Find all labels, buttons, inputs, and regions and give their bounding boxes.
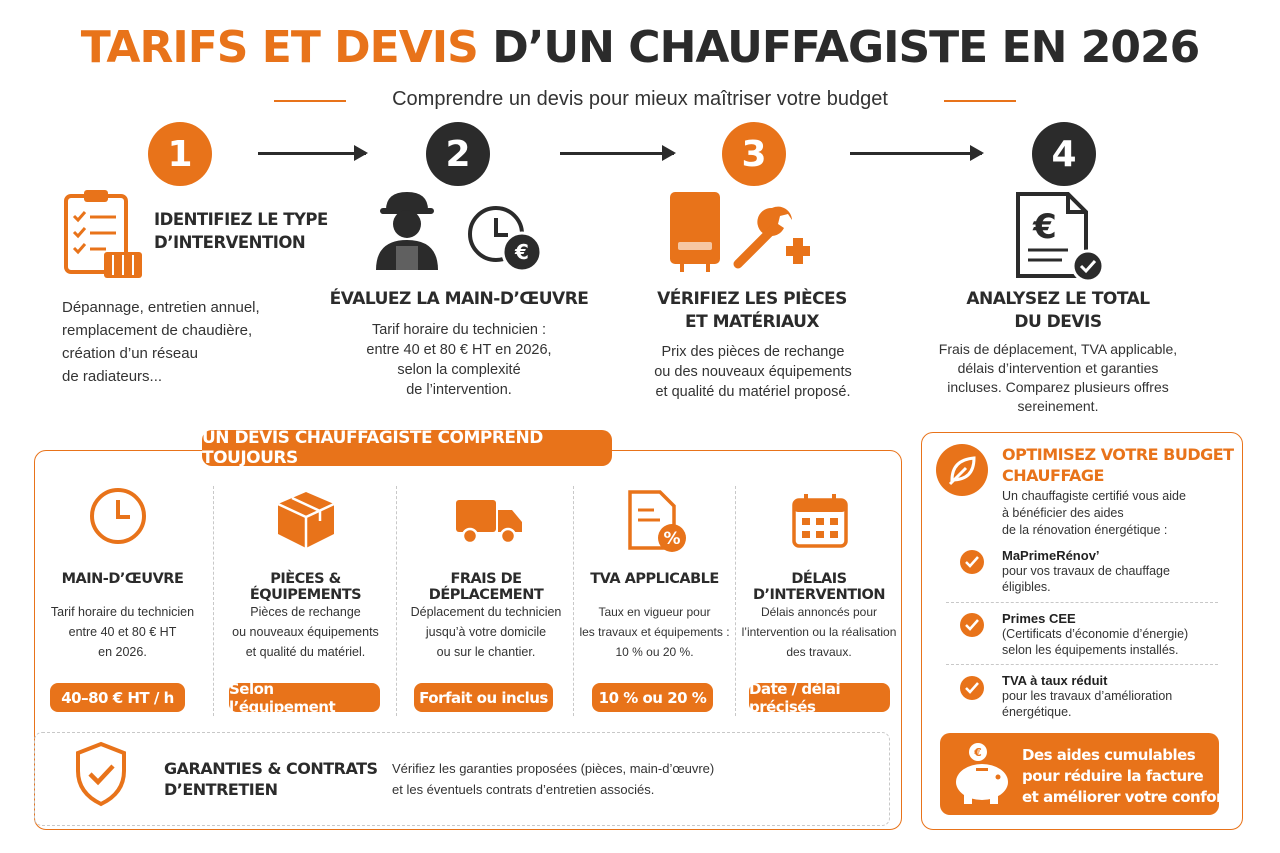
step-2-description: Tarif horaire du technicien : entre 40 et 80 € HT en 2026, selon la complexité de l’intervention. <box>366 322 552 398</box>
step-3-title: VÉRIFIEZ LES PIÈCES ET MATÉRIAUX <box>657 289 847 332</box>
column-divider <box>213 486 214 716</box>
svg-text:€: € <box>1033 207 1057 247</box>
column-desc-pieces: Pièces de rechange ou nouveaux équipements et qualité du matériel. <box>232 605 379 659</box>
document-percent-icon <box>626 490 688 554</box>
boiler-icon <box>668 190 724 274</box>
devis-header: UN DEVIS CHAUFFAGISTE COMPREND TOUJOURS <box>202 430 612 466</box>
aide-primes-cee: Primes CEE (Certificats d’économie d’énergie) selon les équipements installés. <box>1002 611 1189 657</box>
arrow-icon <box>560 152 674 155</box>
column-divider <box>396 486 397 716</box>
badge-tva: 10 % ou 20 % <box>592 683 713 712</box>
svg-text:€: € <box>515 240 529 264</box>
arrow-icon <box>258 152 366 155</box>
aide-tva-reduit: TVA à taux réduit pour les travaux d’amélioration énergétique. <box>1002 673 1173 719</box>
invoice-euro-icon <box>1012 190 1108 284</box>
badge-delais: Date / délai précisés <box>749 683 890 712</box>
step-3-number: 3 <box>722 122 786 186</box>
step-2-title: ÉVALUEZ LA MAIN-D’ŒUVRE <box>329 289 589 309</box>
column-title-delais: DÉLAIS D’INTERVENTION <box>752 571 886 603</box>
svg-text:%: % <box>663 529 681 549</box>
badge-deplacement: Forfait ou inclus <box>414 683 553 712</box>
column-divider <box>735 486 736 716</box>
shield-check-icon <box>72 740 130 808</box>
piggy-bank-icon <box>948 740 1018 806</box>
column-divider <box>573 486 574 716</box>
step-3-description: Prix des pièces de rechange ou des nouveaux équipements et qualité du matériel proposé. <box>654 344 852 400</box>
aide-mapimerenov: MaPrimeRénov’ pour vos travaux de chauffage éligibles. <box>1002 548 1170 594</box>
step-4-number: 4 <box>1032 122 1096 186</box>
aides-cta-text: Des aides cumulables pour réduire la facture et améliorer votre confort. <box>1022 746 1235 806</box>
page-subtitle: Comprendre un devis pour mieux maîtriser votre budget <box>392 88 888 110</box>
column-desc-main-oeuvre: Tarif horaire du technicien entre 40 et 80 € HT en 2026. <box>50 605 195 659</box>
truck-icon <box>454 496 524 546</box>
column-desc-tva: Taux en vigueur pour les travaux et équipements : 10 % ou 20 %. <box>579 605 730 659</box>
box-icon <box>274 488 338 550</box>
step-1-title: IDENTIFIEZ LE TYPE D’INTERVENTION <box>154 210 328 252</box>
aide-divider <box>946 664 1218 665</box>
check-icon <box>960 613 984 637</box>
page-title: TARIFS ET DEVIS D’UN CHAUFFAGISTE EN 2026 <box>80 22 1200 73</box>
leaf-icon <box>936 444 988 496</box>
guarantee-title: GARANTIES & CONTRATS D’ENTRETIEN <box>164 759 378 799</box>
wrench-pipe-icon <box>728 200 812 276</box>
clock-euro-icon <box>466 202 546 274</box>
step-4-title: ANALYSEZ LE TOTAL DU DEVIS <box>966 289 1150 332</box>
step-1-number: 1 <box>148 122 212 186</box>
arrow-icon <box>850 152 982 155</box>
aide-divider <box>946 602 1218 603</box>
column-title-main-oeuvre: MAIN-D’ŒUVRE <box>61 571 184 587</box>
badge-main-oeuvre: 40–80 € HT / h <box>50 683 185 712</box>
svg-text:€: € <box>974 746 982 759</box>
column-desc-deplacement: Déplacement du technicien jusqu’à votre domicile ou sur le chantier. <box>410 605 562 659</box>
step-2-number: 2 <box>426 122 490 186</box>
step-4-description: Frais de déplacement, TVA applicable, délais d’intervention et garanties incluses. Comparez plusieurs offres sereinement. <box>938 341 1178 414</box>
subtitle-line-right <box>944 100 1016 102</box>
technician-icon <box>372 188 442 272</box>
budget-title: OPTIMISEZ VOTRE BUDGET CHAUFFAGE <box>1002 445 1234 485</box>
clock-icon <box>88 486 148 546</box>
check-icon <box>960 550 984 574</box>
badge-pieces: Selon l’équipement <box>229 683 380 712</box>
calendar-icon <box>790 492 850 550</box>
column-title-tva: TVA APPLICABLE <box>590 571 719 587</box>
budget-intro: Un chauffagiste certifié vous aide à bénéficier des aides de la rénovation énergétique : <box>1002 489 1186 537</box>
clipboard-radiator-icon <box>60 186 146 282</box>
step-1-description: Dépannage, entretien annuel, remplacement de chaudière, création d’un réseau de radiateurs... <box>62 299 260 385</box>
guarantee-description: Vérifiez les garanties proposées (pièces, main-d’œuvre) et les éventuels contrats d’entretien associés. <box>392 761 715 797</box>
column-title-pieces: PIÈCES & ÉQUIPEMENTS <box>249 571 362 603</box>
check-icon <box>960 676 984 700</box>
column-desc-delais: Délais annoncés pour l’intervention ou la réalisation des travaux. <box>741 605 897 659</box>
column-title-deplacement: FRAIS DE DÉPLACEMENT <box>428 571 544 603</box>
